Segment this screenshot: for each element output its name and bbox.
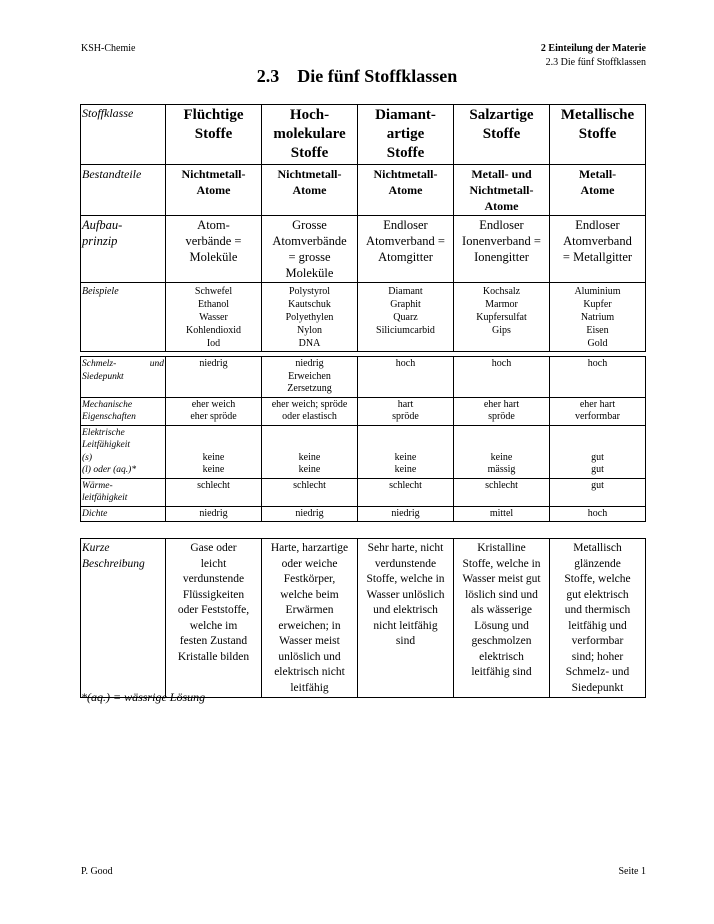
table-row-stoffklasse — [81, 105, 646, 165]
table-cell: niedrig — [262, 506, 358, 522]
table-cell: schlecht — [166, 478, 262, 506]
page-title: 2.3 Die fünf Stoffklassen — [256, 66, 458, 86]
row-label-schmelzpunkt — [81, 357, 166, 398]
table-cell: Endloser Ionenverband = Ionengitter — [454, 216, 550, 283]
table-cell: Atom- verbände = Moleküle — [166, 216, 262, 283]
table-cell: mittel — [454, 506, 550, 522]
row-label-dichte: Dichte — [81, 506, 166, 522]
table-cell: gut — [550, 478, 646, 506]
table-cell: Kristalline Stoffe, welche in Wasser meist gut löslich sind und als wässerige Lösung und geschmolzen elektrisch leitfähig sind — [454, 539, 550, 698]
table-cell: eher weich eher spröde — [166, 397, 262, 425]
table-cell: hart spröde — [358, 397, 454, 425]
table-cell: Grosse Atomverbände = grosse Moleküle — [262, 216, 358, 283]
table-cell: Nichtmetall- Atome — [262, 165, 358, 216]
col-header-metallische: Metallische Stoffe — [550, 105, 646, 165]
col-header-hochmolekulare: Hoch- molekulare Stoffe — [262, 105, 358, 165]
table-cell: eher weich; spröde oder elastisch — [262, 397, 358, 425]
table-cell: eher hart verformbar — [550, 397, 646, 425]
table-row-beispiele — [81, 283, 646, 352]
table-cell: niedrig — [166, 357, 262, 398]
row-label-part: und — [149, 359, 164, 369]
row-label-aufbauprinzip: Aufbau- prinzip — [81, 216, 166, 283]
table-cell: keine keine — [262, 425, 358, 478]
table-cell: Nichtmetall- Atome — [358, 165, 454, 216]
footer-author: P. Good — [81, 866, 113, 877]
table-row-elektrisch — [81, 425, 646, 478]
table-row-bestandteile — [81, 165, 646, 216]
table-cell: Sehr harte, nicht verdunstende Stoffe, welche in Wasser unlöslich und elektrisch nicht leitfähig sind — [358, 539, 454, 698]
table-cell: niedrig Erweichen Zersetzung — [262, 357, 358, 398]
table-cell: Gase oder leicht verdunstende Flüssigkeiten oder Feststoffe, welche im festen Zustand Kristalle bilden — [166, 539, 262, 698]
table-cell: keine mässig — [454, 425, 550, 478]
table-cell: Endloser Atomverband = Atomgitter — [358, 216, 454, 283]
table-cell: Schwefel Ethanol Wasser Kohlendioxid Iod — [166, 283, 262, 352]
table-cell: hoch — [550, 506, 646, 522]
table-cell: Aluminium Kupfer Natrium Eisen Gold — [550, 283, 646, 352]
table-cell: keine keine — [358, 425, 454, 478]
table-row-dichte — [81, 506, 646, 522]
table-row-mechanisch — [81, 397, 646, 425]
row-label-stoffklasse: Stoffklasse — [81, 105, 166, 165]
row-label-part: Siedepunkt — [82, 371, 124, 382]
table-cell: Harte, harzartige oder weiche Festkörper, welche beim Erwärmen erweichen; in Wasser meist unlöslich und elektrisch nicht leitfähig — [262, 539, 358, 698]
header-course: KSH-Chemie — [81, 43, 136, 54]
table-cell: keine keine — [166, 425, 262, 478]
table-row-waerme — [81, 478, 646, 506]
page-number: Seite 1 — [618, 866, 646, 877]
table-cell: Nichtmetall- Atome — [166, 165, 262, 216]
table-cell: Endloser Atomverband = Metallgitter — [550, 216, 646, 283]
row-label-bestandteile: Bestandteile — [81, 165, 166, 216]
table-cell: niedrig — [358, 506, 454, 522]
row-label-mechanisch: Mechanische Eigenschaften — [81, 397, 166, 425]
table-properties — [80, 356, 646, 522]
row-label-beispiele: Beispiele — [81, 283, 166, 352]
table-row-schmelzpunkt — [81, 357, 646, 398]
table-cell: schlecht — [454, 478, 550, 506]
row-label-beschreibung: Kurze Beschreibung — [81, 539, 166, 698]
table-description — [80, 538, 646, 698]
table-cell: hoch — [454, 357, 550, 398]
table-row-aufbauprinzip — [81, 216, 646, 283]
table-cell: Metallisch glänzende Stoffe, welche gut elektrisch und thermisch leitfähig und verformbar sind; hoher Schmelz- und Siedepunkt — [550, 539, 646, 698]
col-header-diamantartige: Diamant- artige Stoffe — [358, 105, 454, 165]
table-cell: Metall- und Nichtmetall- Atome — [454, 165, 550, 216]
table-cell: schlecht — [358, 478, 454, 506]
table-row-beschreibung — [81, 539, 646, 698]
table-cell: eher hart spröde — [454, 397, 550, 425]
header-section-title: 2.3 Die fünf Stoffklassen — [545, 57, 646, 68]
table-cell: hoch — [550, 357, 646, 398]
table-cell: Diamant Graphit Quarz Siliciumcarbid — [358, 283, 454, 352]
table-cell: hoch — [358, 357, 454, 398]
footnote: *(aq.) = wässrige Lösung — [81, 690, 206, 704]
row-label-waerme: Wärme- leitfähigkeit — [81, 478, 166, 506]
table-cell: niedrig — [166, 506, 262, 522]
row-label-part: Schmelz- — [82, 359, 117, 369]
table-classification — [80, 104, 646, 352]
table-cell: Kochsalz Marmor Kupfersulfat Gips — [454, 283, 550, 352]
col-header-salzartige: Salzartige Stoffe — [454, 105, 550, 165]
table-cell: Metall- Atome — [550, 165, 646, 216]
col-header-fluechtige: Flüchtige Stoffe — [166, 105, 262, 165]
table-cell: schlecht — [262, 478, 358, 506]
row-label-elektrisch: Elektrische Leitfähigkeit (s) (l) oder (aq.)* — [81, 425, 166, 478]
header-chapter-title: 2 Einteilung der Materie — [540, 43, 646, 54]
table-cell: Polystyrol Kautschuk Polyethylen Nylon DNA — [262, 283, 358, 352]
table-cell: gut gut — [550, 425, 646, 478]
